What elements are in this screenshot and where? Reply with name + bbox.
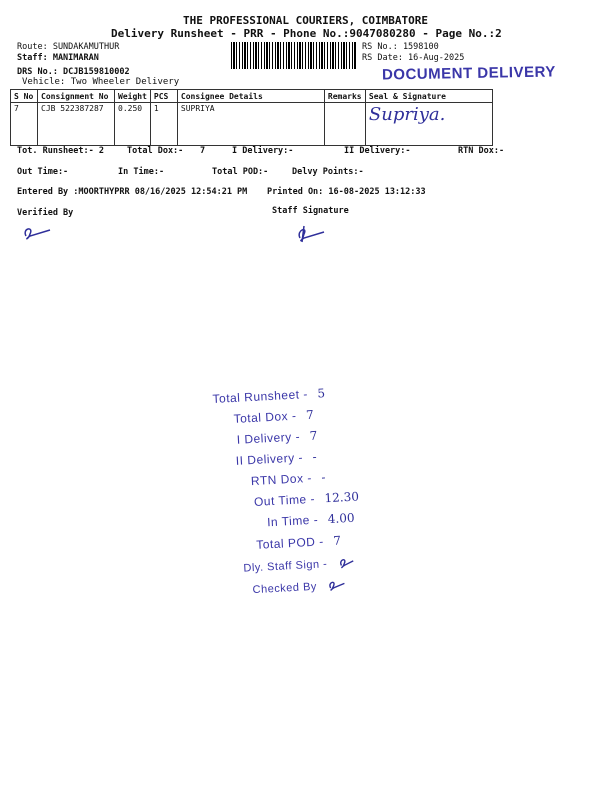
dly-staff-initials-mark — [336, 554, 355, 569]
barcode — [231, 42, 357, 69]
stamp-line-out-time: Out Time - 12.30 — [253, 489, 360, 509]
col-consignment: Consignment No — [38, 90, 115, 103]
staff-signature-mark — [292, 222, 332, 246]
col-pcs: PCS — [150, 90, 177, 103]
table-header-row — [11, 90, 493, 103]
verified-by-label: Verified By — [17, 208, 74, 218]
stamp-line-rtn-dox: RTN Dox - - — [250, 470, 326, 489]
stamp-line-runsheet: Total Runsheet - 5 — [212, 386, 326, 406]
cell-remarks — [324, 103, 365, 146]
ii-delivery-label: II Delivery:- — [344, 146, 411, 156]
stamp-line-total-dox: Total Dox - 7 — [233, 407, 315, 426]
verified-signature-mark — [20, 222, 60, 244]
document-delivery-stamp: DOCUMENT DELIVERY — [381, 63, 556, 84]
cell-sno: 7 — [11, 103, 38, 146]
col-sno: S No — [11, 90, 38, 103]
cell-weight: 0.250 — [115, 103, 151, 146]
cell-pcs: 1 — [150, 103, 177, 146]
consignment-table — [10, 89, 493, 146]
stamp-line-ii-delivery: II Delivery - - — [235, 449, 317, 468]
out-time-label: Out Time:- — [17, 167, 69, 177]
staff-label: Staff: MANIMARAN — [17, 53, 99, 63]
col-remarks: Remarks — [324, 90, 365, 103]
tot-runsheet: Tot. Runsheet:- 2 — [17, 146, 104, 156]
in-time-label: In Time:- — [118, 167, 165, 177]
stamp-line-checked-by: Checked By — [252, 573, 347, 597]
drs-number: DRS No.: DCJB159810002 — [17, 67, 130, 77]
stamp-line-i-delivery: I Delivery - 7 — [236, 428, 318, 447]
checked-by-initials-mark — [326, 577, 347, 592]
route-label: Route: SUNDAKAMUTHUR — [17, 42, 120, 52]
staff-signature-label: Staff Signature — [272, 206, 349, 216]
table-row — [11, 103, 493, 146]
tally-stamp-block — [212, 379, 393, 598]
rtn-dox-label: RTN Dox:- — [458, 146, 505, 156]
cell-signature — [365, 103, 492, 146]
cell-consignee: SUPRIYA — [177, 103, 324, 146]
stamp-line-in-time: In Time - 4.00 — [266, 510, 355, 530]
delvy-points-label: Delvy Points:- — [292, 167, 364, 177]
total-dox-value: 7 — [200, 146, 206, 156]
vehicle-label: Vehicle: Two Wheeler Delivery — [22, 77, 180, 87]
rs-number: RS No.: 1598100 — [362, 42, 439, 52]
stamp-line-staff-sign: Dly. Staff Sign - — [243, 551, 355, 576]
total-dox-label: Total Dox:- — [127, 146, 184, 156]
col-signature: Seal & Signature — [365, 90, 492, 103]
company-name: THE PROFESSIONAL COURIERS, COIMBATORE — [183, 14, 429, 27]
rs-date: RS Date: 16-Aug-2025 — [362, 53, 465, 63]
runsheet-subtitle: Delivery Runsheet - PRR - Phone No.:9047080280 - Page No.:2 — [111, 27, 502, 40]
col-weight: Weight — [115, 90, 151, 103]
total-pod-label: Total POD:- — [212, 167, 269, 177]
col-consignee: Consignee Details — [177, 90, 324, 103]
cell-consignment: CJB 522387287 — [38, 103, 115, 146]
stamp-line-total-pod: Total POD - 7 — [255, 533, 342, 552]
consignee-signature: Supriya. — [368, 104, 446, 125]
entered-by: Entered By :MOORTHYPRR 08/16/2025 12:54:21 PM — [17, 187, 248, 197]
printed-on: Printed On: 16-08-2025 13:12:33 — [267, 187, 426, 197]
i-delivery-label: I Delivery:- — [232, 146, 294, 156]
